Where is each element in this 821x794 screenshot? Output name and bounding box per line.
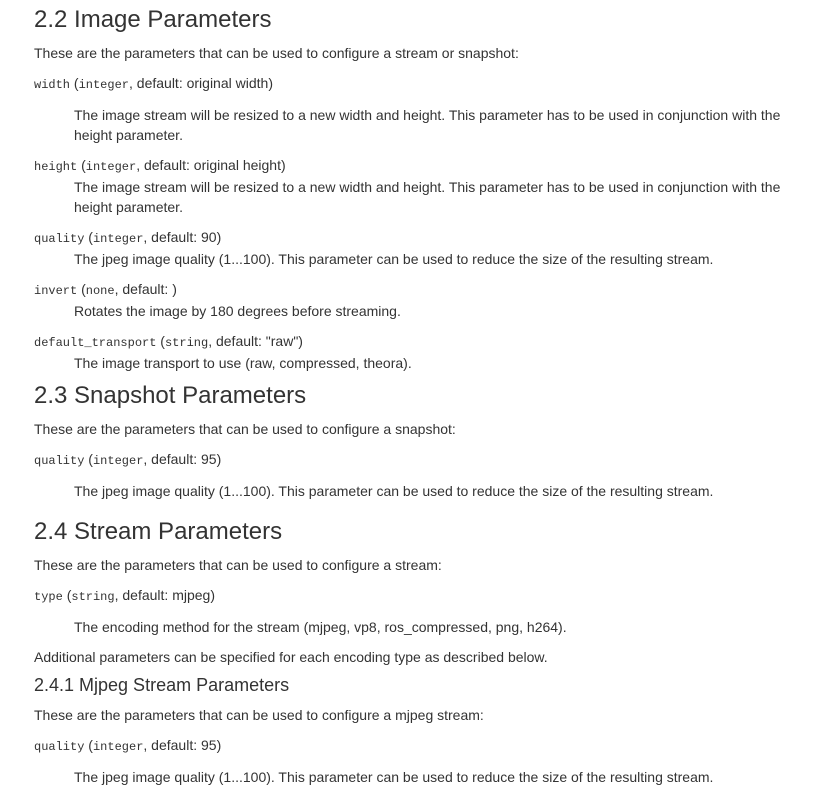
param-default: original width bbox=[186, 75, 269, 91]
param-quality bbox=[34, 449, 804, 501]
param-default-label: , default: bbox=[114, 587, 173, 603]
param-signature: type (string, default: mjpeg) bbox=[34, 587, 215, 604]
section-intro: These are the parameters that can be used to configure a stream or snapshot: bbox=[34, 45, 519, 61]
section-image-parameters bbox=[34, 5, 804, 373]
section-snapshot-parameters bbox=[34, 381, 804, 501]
param-type: integer bbox=[78, 78, 129, 92]
param-quality bbox=[34, 227, 804, 269]
param-description: The image transport to use (raw, compressed, theora). bbox=[74, 355, 412, 371]
param-default-label: , default: bbox=[129, 75, 187, 91]
param-default-label: , default: bbox=[143, 451, 201, 467]
param-name: quality bbox=[34, 232, 85, 246]
param-signature: height (integer, default: original height) bbox=[34, 157, 286, 174]
param-name: quality bbox=[34, 740, 85, 754]
param-default-transport bbox=[34, 331, 804, 373]
section-intro: These are the parameters that can be used to configure a mjpeg stream: bbox=[34, 707, 484, 723]
param-default-label: , default: bbox=[143, 229, 201, 245]
param-signature: quality (integer, default: 90) bbox=[34, 229, 222, 246]
param-default: 90 bbox=[201, 229, 217, 245]
param-signature: quality (integer, default: 95) bbox=[34, 451, 222, 468]
param-description: The jpeg image quality (1...100). This parameter can be used to reduce the size of the resulting stream. bbox=[74, 769, 714, 785]
param-name: invert bbox=[34, 284, 78, 298]
param-signature: invert (none, default: ) bbox=[34, 281, 177, 298]
param-name: type bbox=[34, 590, 63, 604]
param-description: The image stream will be resized to a new width and height. This parameter has to be used in conjunction with the height parameter. bbox=[74, 179, 781, 215]
param-signature: quality (integer, default: 95) bbox=[34, 737, 222, 754]
param-name: height bbox=[34, 160, 78, 174]
param-type: integer bbox=[85, 160, 137, 174]
section-outro: Additional parameters can be specified for each encoding type as described below. bbox=[34, 649, 548, 665]
param-height bbox=[34, 155, 804, 217]
section-mjpeg-stream-parameters bbox=[34, 673, 804, 787]
param-quality bbox=[34, 735, 804, 787]
param-type: none bbox=[85, 284, 115, 298]
param-description: The jpeg image quality (1...100). This parameter can be used to reduce the size of the resulting stream. bbox=[74, 483, 714, 499]
section-intro: These are the parameters that can be used to configure a snapshot: bbox=[34, 421, 456, 437]
param-invert bbox=[34, 279, 804, 321]
param-default-label: , default: bbox=[208, 333, 266, 349]
section-heading: 2.3 Snapshot Parameters bbox=[34, 382, 307, 409]
param-description: The jpeg image quality (1...100). This parameter can be used to reduce the size of the resulting stream. bbox=[74, 251, 714, 267]
param-default: 95 bbox=[201, 737, 217, 753]
param-default: original height bbox=[193, 157, 281, 173]
param-default-label: , default: bbox=[136, 157, 194, 173]
subsection-heading: 2.4.1 Mjpeg Stream Parameters bbox=[34, 675, 290, 695]
section-heading: 2.4 Stream Parameters bbox=[34, 518, 283, 545]
param-default-label: , default: bbox=[143, 737, 201, 753]
param-type: string bbox=[164, 336, 209, 350]
param-default: 95 bbox=[201, 451, 217, 467]
param-type: integer bbox=[92, 740, 144, 754]
section-intro: These are the parameters that can be used to configure a stream: bbox=[34, 557, 442, 573]
section-heading: 2.2 Image Parameters bbox=[34, 6, 272, 33]
param-width bbox=[34, 73, 804, 145]
param-default: "raw" bbox=[265, 333, 299, 349]
param-type bbox=[34, 585, 804, 637]
section-stream-parameters bbox=[34, 517, 804, 667]
param-type: integer bbox=[92, 232, 144, 246]
param-type: integer bbox=[92, 454, 144, 468]
param-default-label: , default: bbox=[114, 281, 173, 297]
param-signature: default_transport (string, default: "raw") bbox=[34, 333, 303, 350]
param-description: The image stream will be resized to a new width and height. This parameter has to be used in conjunction with the height parameter. bbox=[74, 107, 781, 143]
param-default: mjpeg bbox=[172, 587, 211, 603]
param-description: Rotates the image by 180 degrees before streaming. bbox=[74, 303, 401, 319]
param-description: The encoding method for the stream (mjpeg, vp8, ros_compressed, png, h264). bbox=[74, 619, 567, 635]
param-name: width bbox=[34, 78, 71, 92]
param-signature: width (integer, default: original width) bbox=[34, 75, 273, 92]
param-type: string bbox=[71, 590, 115, 604]
param-name: default_transport bbox=[34, 336, 157, 350]
param-name: quality bbox=[34, 454, 85, 468]
